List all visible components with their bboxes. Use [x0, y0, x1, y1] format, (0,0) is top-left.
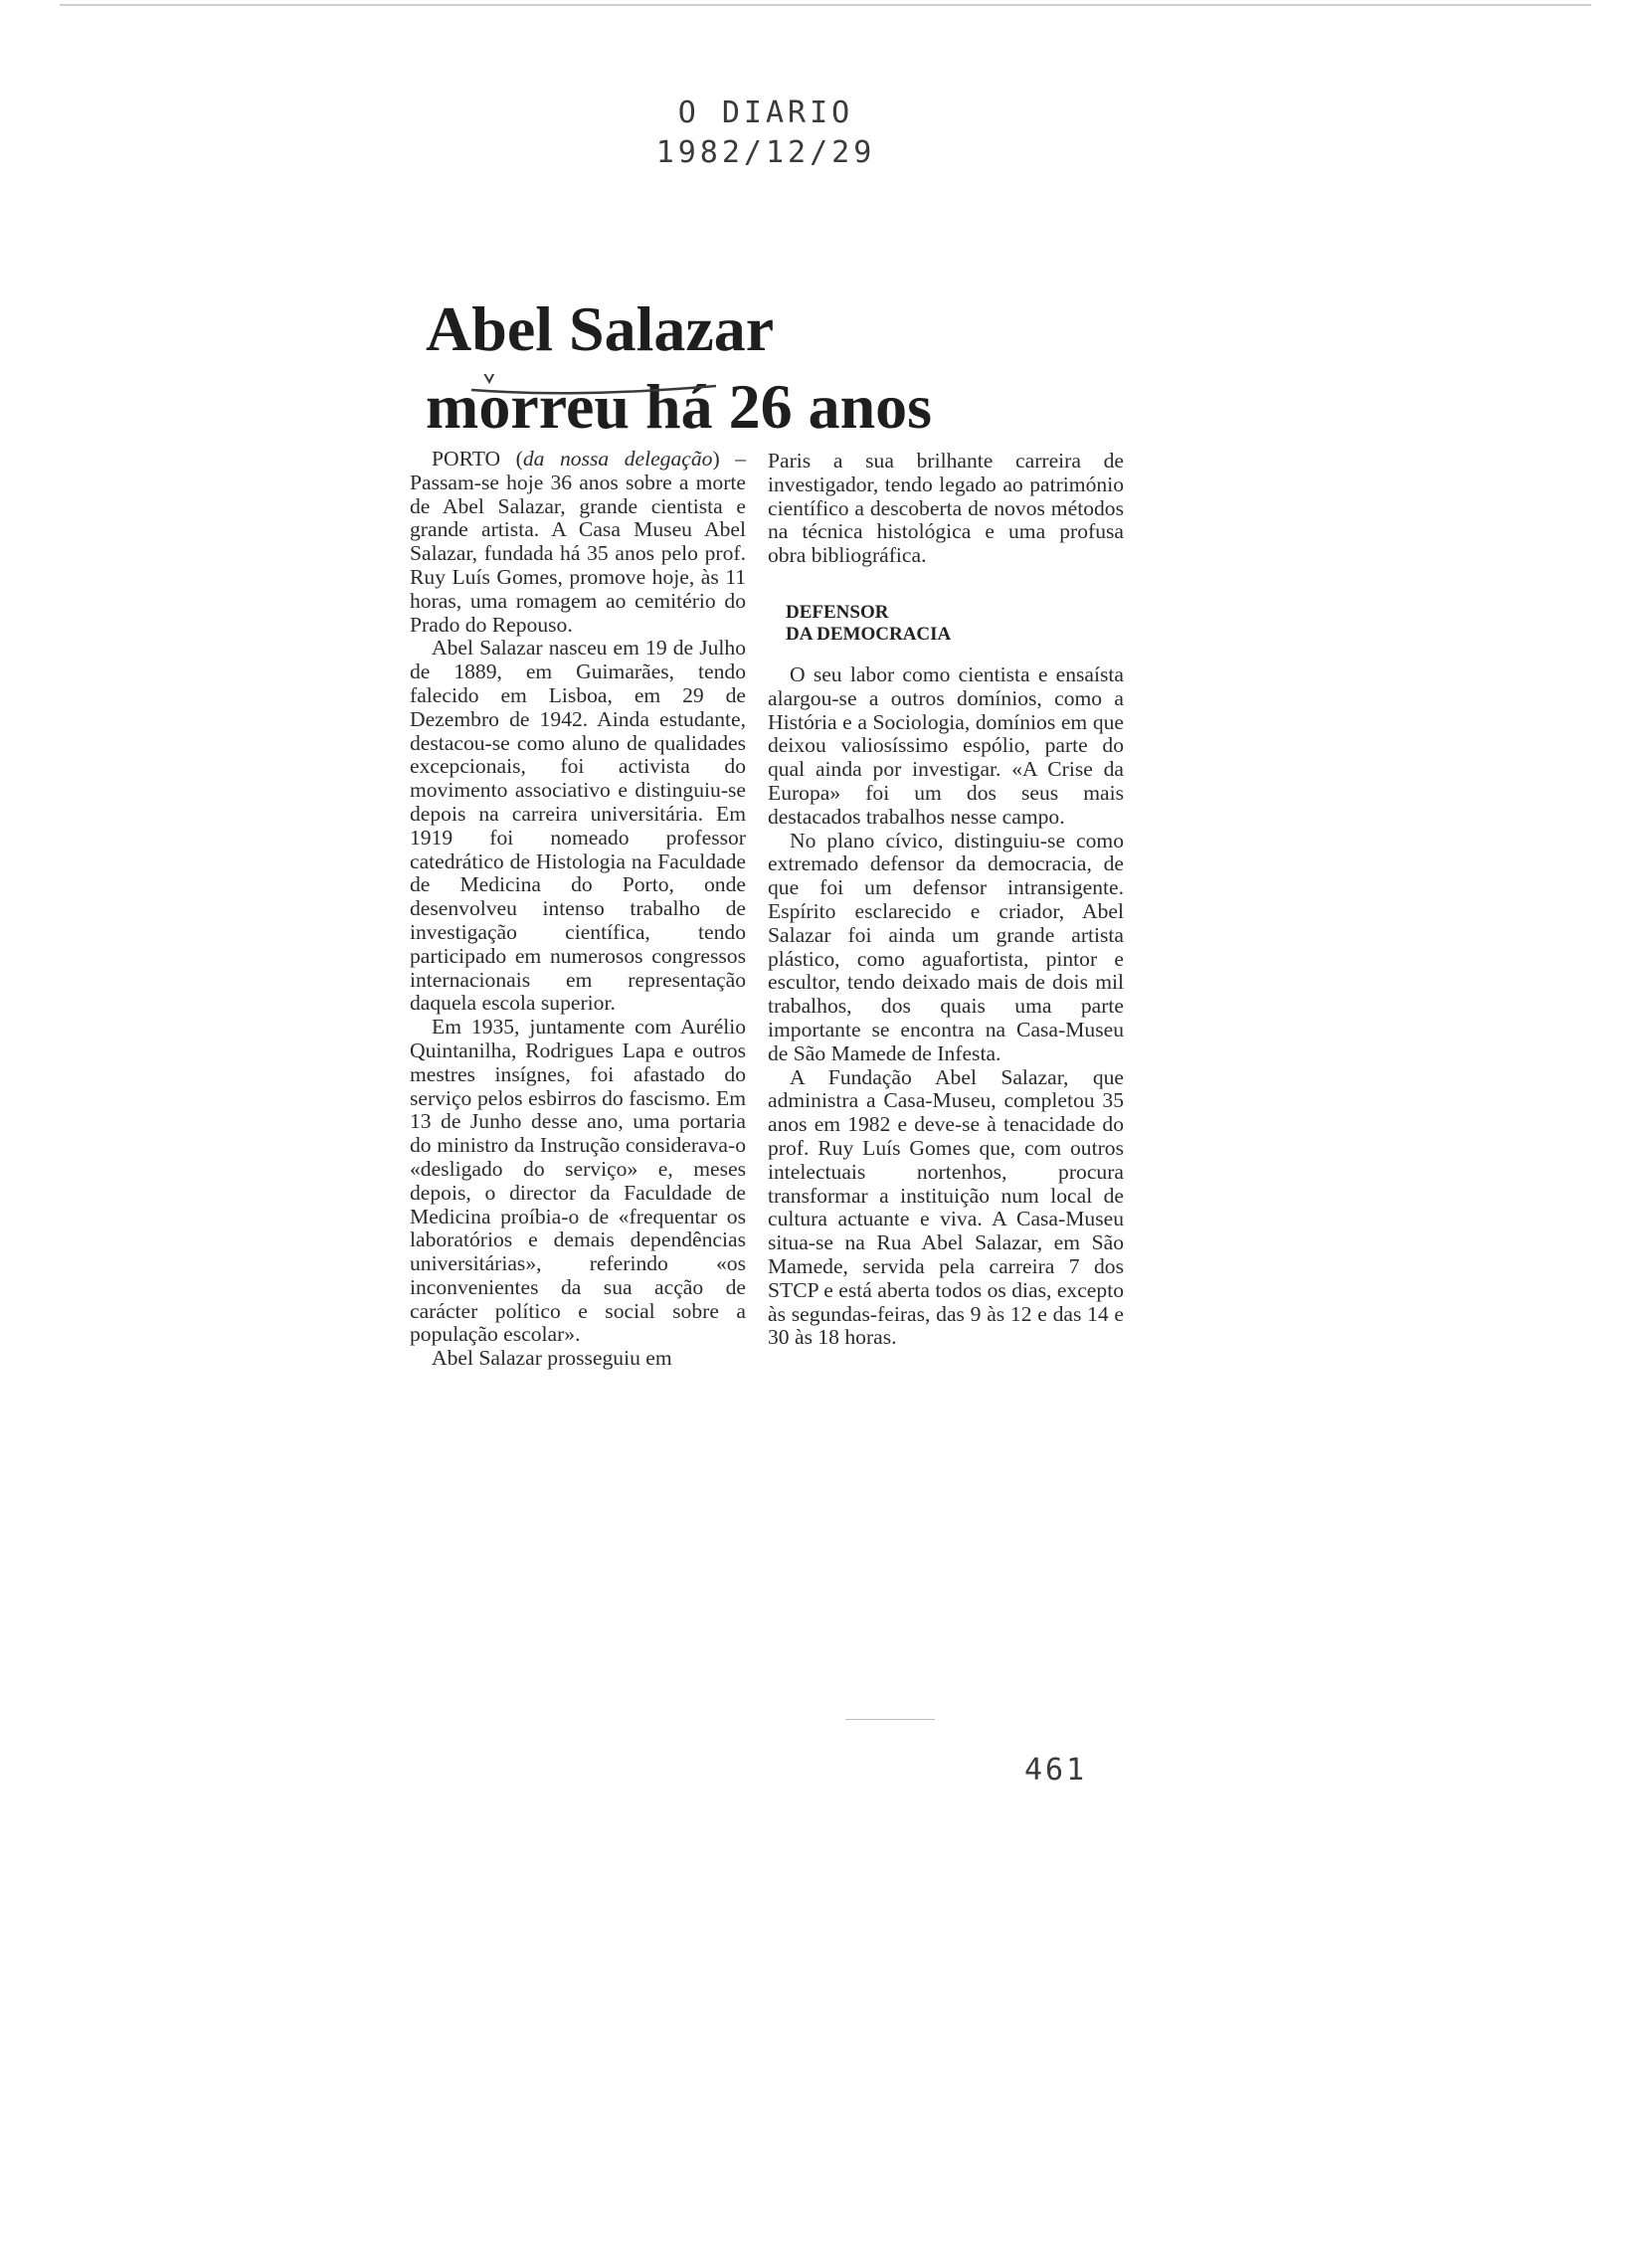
article-paragraph-2: Abel Salazar nasceu em 19 de Julho de 1889, em Guimarães, tendo falecido em Lisboa, em 29 de Dezembro de 1942. Ainda estudante, destacou-se como aluno de qualidades excepcionais, foi activista do movimento associativo e distinguiu-se depois na carreira universitária. Em 1919 foi nomeado professor catedrático de Histologia na Faculdade de Medicina do Porto, onde desenvolveu intenso trabalho de investigação científica, tendo participado em numerosos congressos internacionais em representação daquela escola superior.	[410, 636, 746, 1016]
archive-date-stamp: 1982/12/29	[655, 135, 876, 170]
article-lead-paragraph	[410, 448, 746, 637]
handwritten-underline-mark	[467, 374, 726, 400]
subheading-line-1: DEFENSOR	[786, 601, 889, 623]
headline-line-1: Abel Salazar	[426, 293, 775, 364]
headline-line-2: morreu há 26 anos	[426, 371, 933, 442]
lead-byline-italic: da nossa delegação	[522, 447, 713, 471]
subheading-line-2: DA DEMOCRACIA	[786, 623, 952, 645]
archive-source-stamp: O DIARIO	[677, 95, 854, 130]
page-number: 461	[1024, 1753, 1088, 1788]
lead-dateline: PORTO (	[432, 447, 523, 471]
article-paragraph-4: Abel Salazar prosseguiu em	[432, 1346, 672, 1371]
article-paragraph-6: O seu labor como cientista e ensaísta alargou-se a outros domínios, como a História e a Sociologia, domínios em que deixou valiosíssimo espólio, parte do qual ainda por investigar. «A Crise da Europa» foi um dos seus mais destacados trabalhos nesse campo.	[768, 662, 1124, 829]
article-paragraph-3: Em 1935, juntamente com Aurélio Quintanilha, Rodrigues Lapa e outros mestres insígnes, foi afastado do serviço pelos esbirros do fascismo. Em 13 de Junho desse ano, uma portaria do ministro da Instrução considerava-o «desligado do serviço» e, meses depois, o director da Faculdade de Medicina proíbia-o de «frequentar os laboratórios e demais dependências universitárias», referindo «os inconvenientes da sua acção de carácter político e social sobre a população escolar».	[410, 1015, 746, 1347]
article-column-left	[410, 448, 746, 1371]
article-paragraph-5: Paris a sua brilhante carreira de investigador, tendo legado ao património científico a descoberta de novos métodos na técnica histológica e uma profusa obra bibliográfica.	[768, 449, 1124, 568]
scan-top-edge	[60, 4, 1591, 6]
article-paragraph-7: No plano cívico, distinguiu-se como extremado defensor da democracia, de que foi um defensor intransigente. Espírito esclarecido e criador, Abel Salazar foi ainda um grande artista plástico, como aguafortista, pintor e escultor, tendo deixado mais de dois mil trabalhos, dos quais uma parte importante se encontra na Casa-Museu de São Mamede de Infesta.	[768, 828, 1124, 1065]
lead-body: ) – Passam-se hoje 36 anos sobre a morte de Abel Salazar, grande cientista e grande artista. A Casa Museu Abel Salazar, fundada há 35 anos pelo prof. Ruy Luís Gomes, promove hoje, às 11 horas, uma romagem ao cemitério do Prado do Repouso.	[410, 447, 746, 637]
article-subheading	[786, 602, 1124, 646]
scan-artifact-line	[845, 1719, 935, 1720]
article-paragraph-8: A Fundação Abel Salazar, que administra a Casa-Museu, completou 35 anos em 1982 e deve-se à tenacidade do prof. Ruy Luís Gomes que, com outros intelectuais nortenhos, procura transformar a instituição num local de cultura actuante e viva. A Casa-Museu situa-se na Rua Abel Salazar, em São Mamede, servida pela carreira 7 dos STCP e está aberta todos os dias, excepto às segundas-feiras, das 9 às 12 e das 14 e 30 às 18 horas.	[768, 1064, 1124, 1350]
article-headline	[426, 290, 1062, 446]
article-column-right	[768, 450, 1124, 1350]
